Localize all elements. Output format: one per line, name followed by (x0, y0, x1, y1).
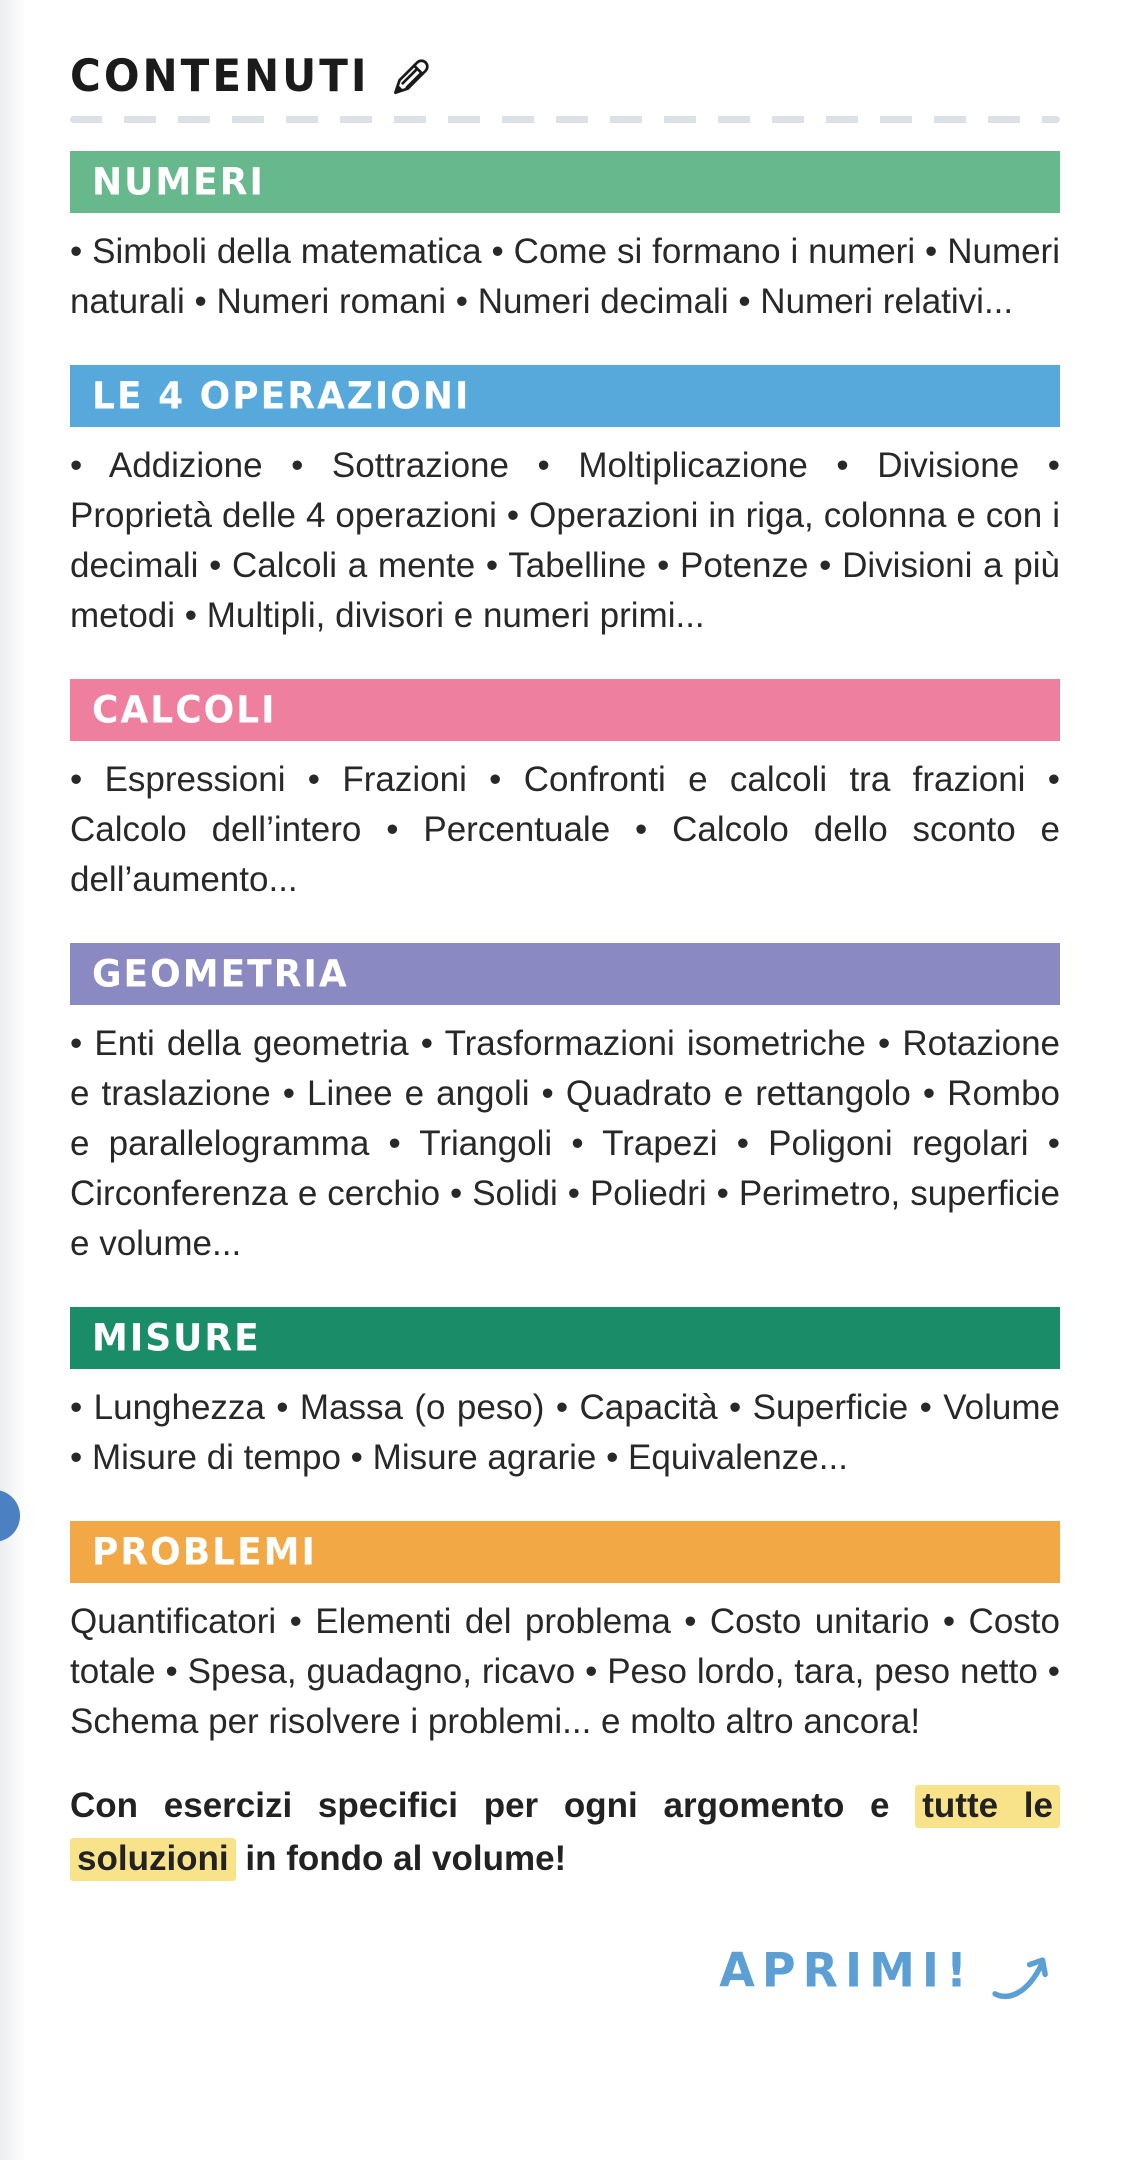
aprimi-cta[interactable] (70, 1937, 1060, 2003)
section-header-bar (70, 365, 1060, 427)
section-topic-list: • Simboli della matematica • Come si formano i numeri • Numeri naturali • Numeri romani • Numeri decimali • Numeri relativi... (70, 232, 1060, 321)
section-header-bar (70, 151, 1060, 213)
section-header-bar (70, 943, 1060, 1005)
section-title: PROBLEMI (92, 1530, 317, 1574)
section-header-bar (70, 679, 1060, 741)
closing-text: Con esercizi specifici per ogni argomento e (70, 1786, 916, 1825)
section-le-4-operazioni (70, 365, 1060, 641)
section-geometria (70, 943, 1060, 1269)
dashed-divider (70, 116, 1060, 123)
section-topic-list: • Espressioni • Frazioni • Confronti e calcoli tra frazioni • Calcolo dell’intero • Percentuale • Calcolo dello sconto e dell’aumento... (70, 760, 1060, 899)
title-row (70, 50, 1060, 100)
section-title: LE 4 OPERAZIONI (92, 374, 471, 418)
aprimi-label: APRIMI! (719, 1942, 974, 1998)
section-topic-list: • Lunghezza • Massa (o peso) • Capacità • Superficie • Volume • Misure di tempo • Misure agrarie • Equivalenze... (70, 1388, 1060, 1477)
highlighted-text: tutte le (915, 1785, 1060, 1828)
section-title: GEOMETRIA (92, 952, 349, 996)
edge-tab-marker (0, 1488, 22, 1542)
pencil-icon (386, 50, 436, 100)
section-topic-list: • Enti della geometria • Trasformazioni isometriche • Rotazione e traslazione • Linee e angoli • Quadrato e rettangolo • Rombo e parallelogramma • Triangoli • Trapezi • Poligoni regolari • Circonferenza e cerchio • Solidi • Poliedri • Perimetro, superficie e volume... (70, 1024, 1060, 1263)
highlighted-text: soluzioni (70, 1838, 236, 1881)
closing-text: in fondo al volume! (235, 1839, 567, 1878)
section-title: MISURE (92, 1316, 261, 1360)
arrow-up-right-icon (990, 1951, 1060, 2003)
section-topic-list: Quantificatori • Elementi del problema • Costo unitario • Costo totale • Spesa, guadagno, ricavo • Peso lordo, tara, peso netto • Schema per risolvere i problemi... e molto altro ancora! (70, 1602, 1060, 1741)
section-misure (70, 1307, 1060, 1483)
page-edge-shadow (0, 0, 26, 2160)
content-column (70, 0, 1060, 2003)
section-title: CALCOLI (92, 688, 277, 732)
section-header-bar (70, 1521, 1060, 1583)
section-numeri (70, 151, 1060, 327)
section-header-bar (70, 1307, 1060, 1369)
section-topic-list: • Addizione • Sottrazione • Moltiplicazione • Divisione • Proprietà delle 4 operazioni • Operazioni in riga, colonna e con i decimali • Calcoli a mente • Tabelline • Potenze • Divisioni a più metodi • Multipli, divisori e numeri primi... (70, 446, 1060, 635)
section-calcoli (70, 679, 1060, 905)
section-problemi (70, 1521, 1060, 1747)
section-title: NUMERI (92, 160, 265, 204)
closing-note (70, 1779, 1060, 1885)
page-title: CONTENUTI (70, 49, 370, 101)
